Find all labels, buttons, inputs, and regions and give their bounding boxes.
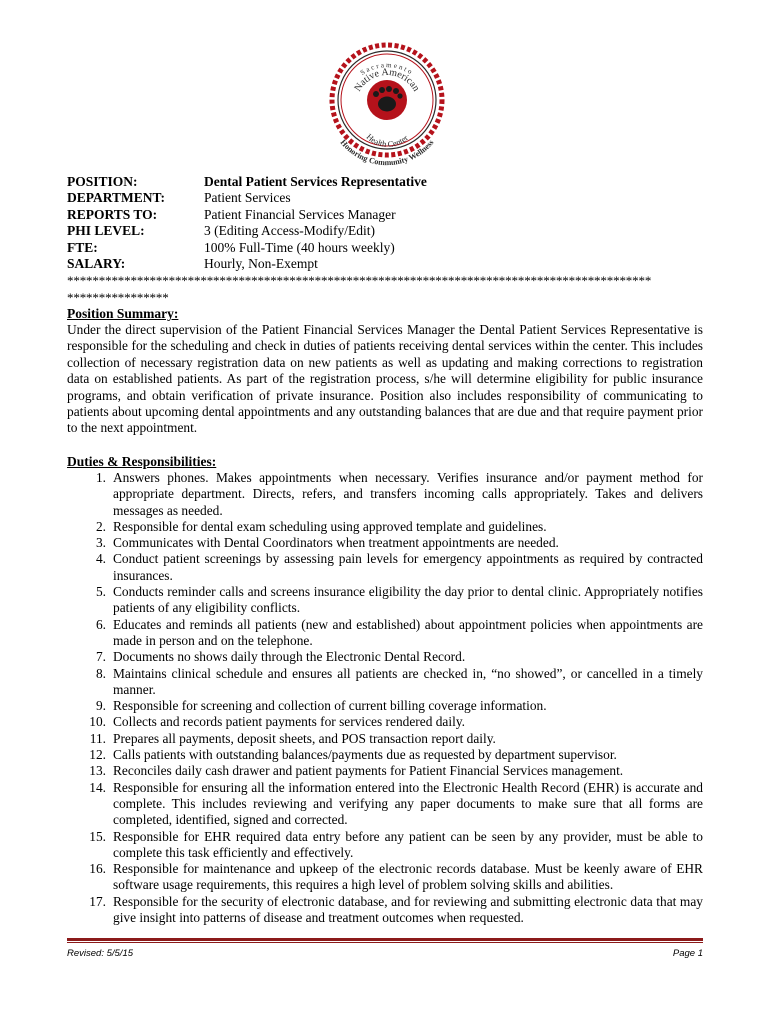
item-text: Reconciles daily cash drawer and patient payments for Patient Financial Services management. [113,763,624,779]
list-item [67,747,703,763]
field-position [67,174,427,190]
item-text: Responsible for EHR required data entry before any patient can be seen by any provider, must be able to complete this task efficiently and effectively. [113,828,703,860]
item-number: 12. [89,747,106,763]
field-reports-to [67,207,427,223]
item-text: Responsible for ensuring all the information entered into the Electronic Health Record (EHR) is accurate and complete. This includes reviewing and verifying any paper documents to make sure that all forms are completed, identified, signed and corrected. [113,779,703,828]
item-number: 17. [89,893,106,909]
item-number: 8. [95,665,106,681]
field-department [67,190,427,206]
list-item [67,829,703,862]
item-number: 6. [95,616,106,632]
position-summary-heading: Position Summary: [67,306,179,321]
field-value: 3 (Editing Access-Modify/Edit) [204,223,375,239]
item-text: Conducts reminder calls and screens insurance eligibility the day prior to dental clinic. Appropriately notifies patients of any eligibility conflicts. [113,584,703,616]
item-number: 5. [95,584,106,600]
item-number: 14. [89,779,106,795]
field-value: 100% Full-Time (40 hours weekly) [204,239,395,255]
field-label: REPORTS TO: [67,206,158,222]
page-number: Page 1 [672,948,703,959]
list-item [67,551,703,584]
item-number: 9. [95,698,106,714]
item-text: Documents no shows daily through the Electronic Dental Record. [113,649,466,665]
field-label: SALARY: [67,255,126,271]
field-salary [67,256,427,272]
item-text: Responsible for dental exam scheduling using approved template and guidelines. [113,518,547,534]
item-number: 7. [95,649,106,665]
item-text: Answers phones. Makes appointments when necessary. Verifies insurance and/or payment method for appropriate department. Directs, refers, and transfers incoming calls appropriately. Takes and delivers messages as needed. [113,470,703,518]
list-item [67,714,703,730]
item-number: 1. [95,470,106,485]
field-label: POSITION: [67,174,138,189]
svg-text:Sacramento: Sacramento [358,60,416,77]
item-number: 4. [95,551,106,567]
field-label: DEPARTMENT: [67,190,166,206]
item-number: 13. [89,763,106,779]
position-title: Dental Patient Services Representative [204,174,427,189]
asterisk-separator: ******************************************************************************************** **************** [67,273,652,305]
field-value: Hourly, Non-Exempt [204,255,318,271]
item-text: Conduct patient screenings by assessing pain levels for emergency appointments as required by contracted insurances. [113,551,703,583]
field-value: Patient Financial Services Manager [204,206,396,222]
item-number: 15. [89,828,106,844]
list-item [67,698,703,714]
list-item [67,780,703,829]
list-item [67,666,703,699]
item-text: Responsible for screening and collection of current billing coverage information. [113,698,547,714]
field-value: Patient Services [204,190,291,206]
item-text: Responsible for maintenance and upkeep of the electronic records database. Must be keenly aware of EHR software usage requirements, this requires a high level of problem solving skills and abilities. [113,861,703,893]
duties-heading: Duties & Responsibilities: [67,454,217,469]
field-label: FTE: [67,239,98,255]
svg-text:Health Center: Health Center [364,131,410,150]
position-summary-text: Under the direct supervision of the Patient Financial Services Manager the Dental Patient Services Representative is responsible for the scheduling and check in duties of patients receiving dental services within the center. This includes collection of necessary registration data on new patients as well as updating and making corrections to registration data on established patients. As part of the registration process, s/he will determine eligibility for public insurance programs, and obtain verification of private insurance. Position also includes responsibility of communicating to patients about upcoming dental appointments and any outstanding balances that are due and that require payment prior to the next appointment. [67,322,703,436]
svg-text:Native American: Native American [352,66,422,94]
item-text: Collects and records patient payments for services rendered daily. [113,714,465,730]
list-item [67,763,703,779]
field-phi-level [67,223,427,239]
list-item [67,617,703,650]
duties-list [67,470,703,926]
list-item [67,894,703,927]
item-text: Calls patients with outstanding balances/payments due as requested by department supervisor. [113,747,617,763]
item-text: Maintains clinical schedule and ensures all patients are checked in, “no showed”, or cancelled in a timely manner. [113,665,703,697]
item-number: 10. [89,714,106,730]
svg-text:Honoring Community Wellness: Honoring Community Wellness [338,137,436,168]
item-number: 16. [89,861,106,877]
list-item [67,535,703,551]
footer-rule [67,938,703,944]
logo-seal-icon [318,38,456,176]
list-item [67,731,703,747]
list-item [67,519,703,535]
list-item [67,649,703,665]
list-item [67,470,703,519]
position-fields [67,174,427,272]
item-text: Educates and reminds all patients (new and established) about appointment policies when appointments are made in person and on the telephone. [113,616,703,648]
item-number: 3. [95,535,106,551]
field-fte [67,240,427,256]
field-label: PHI LEVEL: [67,223,145,239]
revised-date: Revised: 5/5/15 [67,948,134,959]
item-number: 2. [95,518,106,534]
list-item [67,861,703,894]
health-center-logo [318,38,456,176]
item-text: Responsible for the security of electronic database, and for reviewing and submitting electronic data that may give insight into patterns of disease and treatment outcomes when requested. [113,893,703,926]
item-number: 11. [89,730,106,746]
item-text: Prepares all payments, deposit sheets, and POS transaction report daily. [113,730,496,746]
item-text: Communicates with Dental Coordinators when treatment appointments are needed. [113,535,559,551]
list-item [67,584,703,617]
